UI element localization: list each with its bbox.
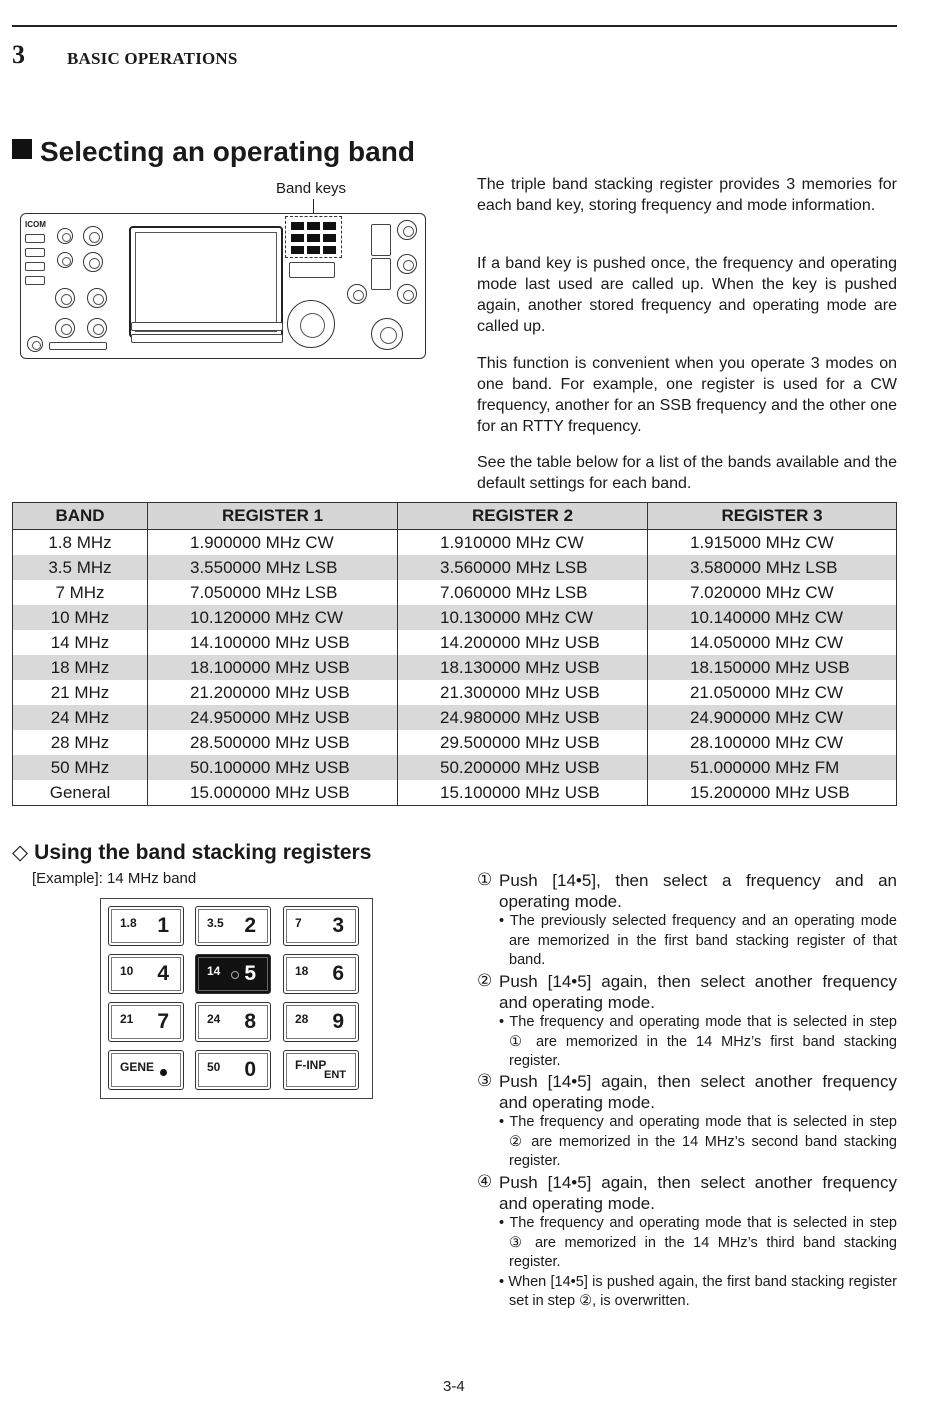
table-cell: 28 MHz — [50, 732, 110, 752]
table-cell: 3.550000 MHz LSB — [148, 555, 398, 580]
table-cell: 7.060000 MHz LSB — [398, 580, 648, 605]
keypad-key-7 — [108, 1002, 184, 1042]
table-cell: 28.100000 MHz CW — [648, 730, 897, 755]
table-cell: 28.500000 MHz USB — [148, 730, 398, 755]
subsection-title — [12, 840, 371, 865]
key-digit: 4 — [157, 962, 169, 985]
table-cell: 14.050000 MHz CW — [648, 630, 897, 655]
table-cell: 3.580000 MHz LSB — [648, 555, 897, 580]
table-cell: 7.050000 MHz LSB — [148, 580, 398, 605]
decimal-dot-icon — [160, 1069, 167, 1076]
control-knob — [87, 288, 107, 308]
step-text: Push [14•5] again, then select another frequency and operating mode. — [499, 1072, 897, 1112]
table-cell: General — [49, 782, 111, 802]
table-cell: 29.500000 MHz USB — [398, 730, 648, 755]
step-note: • The frequency and operating mode that is selected in step ① are memorized in the 14 MHz’s first band stacking register. — [499, 1014, 897, 1069]
keypad-key-4 — [108, 954, 184, 994]
table-cell: 21.200000 MHz USB — [148, 680, 398, 705]
table-cell: 15.100000 MHz USB — [398, 780, 648, 806]
square-bullet-icon — [12, 139, 32, 159]
control-knob — [397, 284, 417, 304]
mic-connector — [27, 336, 43, 352]
table-row — [13, 705, 897, 730]
keypad-key-5-selected — [195, 954, 271, 994]
band-key — [307, 222, 320, 230]
table-row — [13, 605, 897, 630]
keypad-key-general — [108, 1050, 184, 1090]
key-band-label: 24 — [207, 1012, 221, 1026]
control-knob — [57, 228, 73, 244]
control-knob — [55, 288, 75, 308]
transceiver-front-panel-illustration — [20, 213, 426, 359]
band-key — [307, 234, 320, 242]
key-digit: 3 — [332, 914, 344, 937]
table-cell: 24 MHz — [13, 705, 148, 730]
key-digit: 5 — [244, 962, 256, 985]
control-knob — [397, 254, 417, 274]
table-row — [13, 780, 897, 806]
table-cell: 3.5 MHz — [13, 555, 148, 580]
table-cell: 21.300000 MHz USB — [398, 680, 648, 705]
keypad-key-9 — [283, 1002, 359, 1042]
column-header: REGISTER 1 — [148, 503, 398, 530]
keypad-key-8 — [195, 1002, 271, 1042]
control-knob — [87, 318, 107, 338]
table-row — [13, 655, 897, 680]
sub-dial-knob — [371, 318, 403, 350]
section-title — [12, 136, 415, 168]
step-note: • When [14•5] is pushed again, the first band stacking register set in step ②, is overwritten. — [499, 1273, 897, 1309]
instruction-step — [477, 1172, 897, 1312]
keypad-key-3 — [283, 906, 359, 946]
key-band-label: 21 — [120, 1012, 134, 1026]
chapter-number: 3 — [12, 40, 25, 69]
key-band-label: 14 — [207, 964, 221, 978]
key-band-label: 28 — [295, 1012, 309, 1026]
table-cell: 10.120000 MHz CW — [148, 605, 398, 630]
table-row — [13, 530, 897, 556]
table-cell: 18.130000 MHz USB — [398, 655, 648, 680]
key-band-label: 10 — [120, 964, 134, 978]
instruction-step — [477, 870, 897, 971]
key-band-label: 1.8 — [120, 916, 137, 930]
band-register-table — [12, 502, 897, 806]
keypad-key-6 — [283, 954, 359, 994]
band-key — [307, 246, 320, 254]
band-key — [323, 222, 336, 230]
control-knob — [57, 252, 73, 268]
brand-logo: ICOM — [25, 220, 46, 229]
subsection-title-text: Using the band stacking registers — [34, 841, 372, 864]
band-key — [291, 246, 304, 254]
key-digit: 8 — [244, 1010, 256, 1033]
keypad-key-1 — [108, 906, 184, 946]
table-cell: 14.100000 MHz USB — [148, 630, 398, 655]
panel-button — [371, 224, 391, 256]
control-knob — [83, 252, 103, 272]
key-band-label: 7 — [295, 916, 302, 930]
key-band-label: 18 — [295, 964, 309, 978]
table-row — [13, 630, 897, 655]
table-cell: 1.910000 MHz CW — [398, 530, 648, 556]
column-header: BAND — [13, 503, 148, 530]
step-number: ④ — [477, 1172, 493, 1191]
table-cell: 18 MHz — [13, 655, 148, 680]
function-button-row — [131, 334, 283, 343]
example-caption: [Example]: 14 MHz band — [32, 870, 197, 887]
key-band-label: 50 — [207, 1060, 221, 1074]
band-keypad-illustration — [100, 898, 373, 1099]
table-cell: 1.8 MHz — [48, 532, 112, 552]
panel-button — [289, 262, 335, 278]
key-digit: 1 — [157, 914, 169, 937]
band-key — [291, 222, 304, 230]
chapter-title: BASIC OPERATIONS — [67, 49, 238, 68]
control-knob — [83, 226, 103, 246]
keypad-key-finp-ent — [283, 1050, 359, 1090]
table-cell: 7 MHz — [55, 582, 105, 602]
function-button-row — [131, 322, 283, 331]
key-enter-label: ENT — [324, 1069, 346, 1081]
led-indicator-icon — [231, 971, 239, 979]
table-cell: 21.050000 MHz CW — [648, 680, 897, 705]
band-key — [323, 234, 336, 242]
panel-button — [25, 262, 45, 271]
panel-button — [371, 258, 391, 290]
body-paragraph: If a band key is pushed once, the frequency and operating mode last used are called up. When the key is pushed again, another stored frequency and operating mode are called up. — [477, 255, 897, 335]
key-digit: 9 — [332, 1010, 344, 1033]
step-text: Push [14•5] again, then select another frequency and operating mode. — [499, 972, 897, 1012]
band-key — [323, 246, 336, 254]
page-number: 3-4 — [443, 1378, 465, 1395]
section-title-text: Selecting an operating band — [40, 136, 415, 167]
table-cell: 10 MHz — [13, 605, 148, 630]
step-text: Push [14•5] again, then select another frequency and operating mode. — [499, 1173, 897, 1213]
table-cell: 10.130000 MHz CW — [398, 605, 648, 630]
panel-button — [25, 248, 45, 257]
panel-button — [25, 234, 45, 243]
step-number: ③ — [477, 1071, 493, 1090]
key-band-label: 3.5 — [207, 916, 224, 930]
column-header: REGISTER 3 — [648, 503, 897, 530]
control-knob — [55, 318, 75, 338]
step-note: • The frequency and operating mode that is selected in step ② are memorized in the 14 MHz’s second band stacking register. — [499, 1114, 897, 1169]
body-paragraph: This function is convenient when you operate 3 modes on one band. For example, one register is used for a CW frequency, another for an SSB frequency and the other one for an RTTY frequency. — [477, 355, 897, 435]
body-paragraph: The triple band stacking register provides 3 memories for each band key, storing frequency and mode information. — [477, 176, 897, 214]
key-digit: 2 — [244, 914, 256, 937]
table-cell: 50.200000 MHz USB — [398, 755, 648, 780]
table-cell: 18.100000 MHz USB — [148, 655, 398, 680]
table-cell: 14.200000 MHz USB — [398, 630, 648, 655]
table-cell: 7.020000 MHz CW — [648, 580, 897, 605]
table-cell: 24.980000 MHz USB — [398, 705, 648, 730]
header-rule — [12, 25, 897, 27]
body-paragraph: See the table below for a list of the bands available and the default settings for each band. — [477, 454, 897, 492]
column-header: REGISTER 2 — [398, 503, 648, 530]
table-cell: 51.000000 MHz FM — [648, 755, 897, 780]
keypad-key-0 — [195, 1050, 271, 1090]
table-row — [13, 580, 897, 605]
table-row — [13, 730, 897, 755]
table-cell: 1.900000 MHz CW — [148, 530, 398, 556]
control-knob — [347, 284, 367, 304]
diamond-outline-icon: ◇ — [12, 841, 29, 864]
table-row — [13, 555, 897, 580]
step-note: • The frequency and operating mode that is selected in step ③ are memorized in the 14 MHz’s third band stacking register. — [499, 1215, 897, 1270]
key-digit: 0 — [244, 1058, 256, 1081]
table-cell: 21 MHz — [50, 682, 110, 702]
step-number: ① — [477, 870, 493, 889]
table-cell: 10.140000 MHz CW — [648, 605, 897, 630]
table-cell: 18.150000 MHz USB — [648, 655, 897, 680]
main-dial-knob — [287, 300, 335, 348]
step-text: Push [14•5], then select a frequency and an operating mode. — [499, 871, 897, 911]
key-band-label: F-INP — [295, 1058, 327, 1072]
table-cell: 15.200000 MHz USB — [648, 780, 897, 806]
table-row — [13, 680, 897, 705]
key-digit: 7 — [157, 1010, 169, 1033]
step-number: ② — [477, 971, 493, 990]
table-header-row — [13, 503, 897, 530]
table-row — [13, 755, 897, 780]
table-cell: 24.950000 MHz USB — [148, 705, 398, 730]
table-cell: 15.000000 MHz USB — [148, 780, 398, 806]
step-note: • The previously selected frequency and an operating mode are memorized in the first band stacking register of that band. — [499, 913, 897, 968]
table-cell: 24.900000 MHz CW — [648, 705, 897, 730]
table-cell: 3.560000 MHz LSB — [398, 555, 648, 580]
keypad-key-2 — [195, 906, 271, 946]
band-key — [291, 234, 304, 242]
key-digit: 6 — [332, 962, 344, 985]
panel-button — [25, 276, 45, 285]
card-slot — [49, 342, 107, 350]
band-keys-callout: Band keys — [276, 180, 347, 197]
table-cell: 50 MHz — [13, 755, 148, 780]
control-knob — [397, 220, 417, 240]
table-cell: 1.915000 MHz CW — [648, 530, 897, 556]
table-cell: 50.100000 MHz USB — [148, 755, 398, 780]
key-band-label: GENE — [120, 1060, 155, 1074]
instruction-step — [477, 971, 897, 1072]
table-cell: 14 MHz — [50, 632, 110, 652]
instruction-step — [477, 1071, 897, 1172]
